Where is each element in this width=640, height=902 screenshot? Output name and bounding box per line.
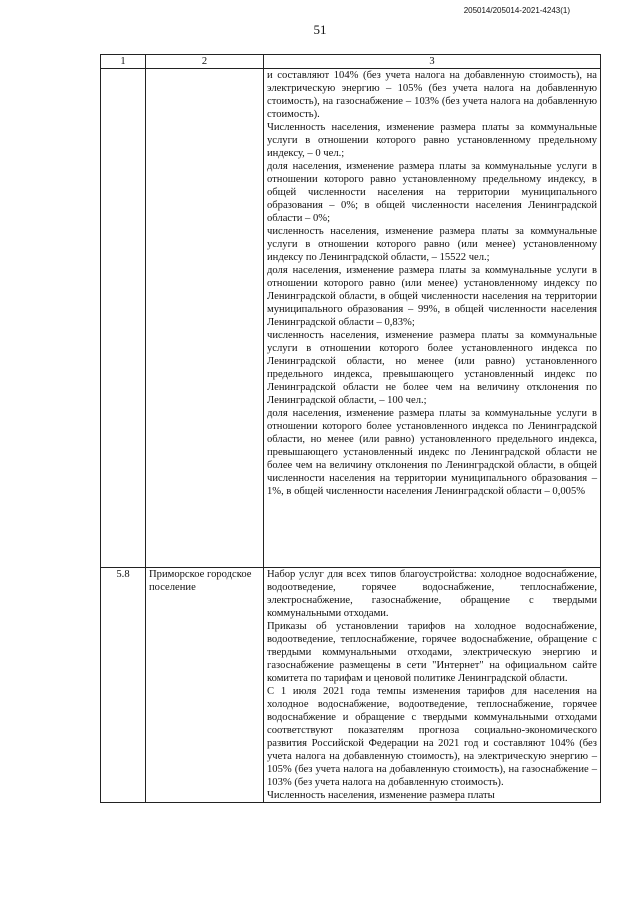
table-row [101,69,601,568]
paragraph: Набор услуг для всех типов благоустройства: холодное водоснабжение, водоотведение, горячее водоснабжение, теплоснабжение, электроснабжение, газоснабжение, обращение с твердыми коммунальными отходами. [267,569,597,619]
paragraph: доля населения, изменение размера платы за коммунальные услуги в отношении которого равно (или менее) установленному индексу по Ленинградской области, в общей численности населения на территории муниципального образования – 99%, в общей численности населения Ленинградской области – 0,83%; [267,265,597,328]
municipality-name: Приморское городское поселение [146,568,264,803]
paragraph: С 1 июля 2021 года темпы изменения тарифов для населения на холодное водоснабжение, водоотведение, теплоснабжение, горячее водоснабжение и обращение с твердыми коммунальными отходами соответствуют показателям прогноза социально-экономического развития Российской Федерации на 2021 год и составляют 104% (без учета налога на добавленную стоимость), на электрическую энергию – 105% (без учета налога на добавленную стоимость), на газоснабжение – 103% (без учета налога на добавленную стоимость). [267,686,597,788]
row-number: 5.8 [101,568,146,803]
paragraph: доля населения, изменение размера платы за коммунальные услуги в отношении которого равно установленному предельному индексу, в общей численности населения на территории муниципального образования – 0%; в общей численности населения Ленинградской области – 0%; [267,161,597,224]
municipality-name [146,69,264,568]
data-table [100,54,601,803]
document-id: 205014/205014-2021-4243(1) [463,6,570,15]
paragraph: Приказы об установлении тарифов на холодное водоснабжение, водоотведение, теплоснабжение, горячее водоснабжение, обращение с твердыми коммунальными отходами, электрическую энергию и газоснабжение размещены в сети "Интернет" на официальном сайте комитета по тарифам и ценовой политике Ленинградской области. [267,621,597,684]
column-header-1: 1 [101,55,146,69]
paragraph: доля населения, изменение размера платы за коммунальные услуги в отношении которого более установленного индекса по Ленинградской области, но менее (или равно) установленного предельного индекса, превышающего установленный индекс по Ленинградской области не более чем на величину отклонения по Ленинградской области, в общей численности населения на территории муниципального образования – 1%, в общей численности населения Ленинградской области – 0,005% [267,408,597,497]
description-cell [264,69,601,568]
paragraph: численность населения, изменение размера платы за коммунальные услуги в отношении которого равно (или менее) установленному индексу по Ленинградской области, – 15522 чел.; [267,226,597,263]
paragraph: Численность населения, изменение размера платы [267,790,495,801]
page-number: 51 [313,22,327,37]
description-cell [264,568,601,803]
paragraph: и составляют 104% (без учета налога на добавленную стоимость), на электрическую энергию – 105% (без учета налога на добавленную стоимость), на газоснабжение – 103% (без учета налога на добавленную стоимость). [267,70,597,120]
table-row [101,568,601,803]
column-header-2: 2 [146,55,264,69]
paragraph: Численность населения, изменение размера платы за коммунальные услуги в отношении которого равно установленному предельному индексу, – 0 чел.; [267,122,597,159]
table-header-row [101,55,601,69]
paragraph: численность населения, изменение размера платы за коммунальные услуги в отношении которого более установленного индекса по Ленинградской области, но менее (или равно) установленного предельного индекса, превышающего установленный индекс по Ленинградской области не более чем на величину отклонения по Ленинградской области, – 100 чел.; [267,330,597,406]
row-number [101,69,146,568]
column-header-3: 3 [264,55,601,69]
